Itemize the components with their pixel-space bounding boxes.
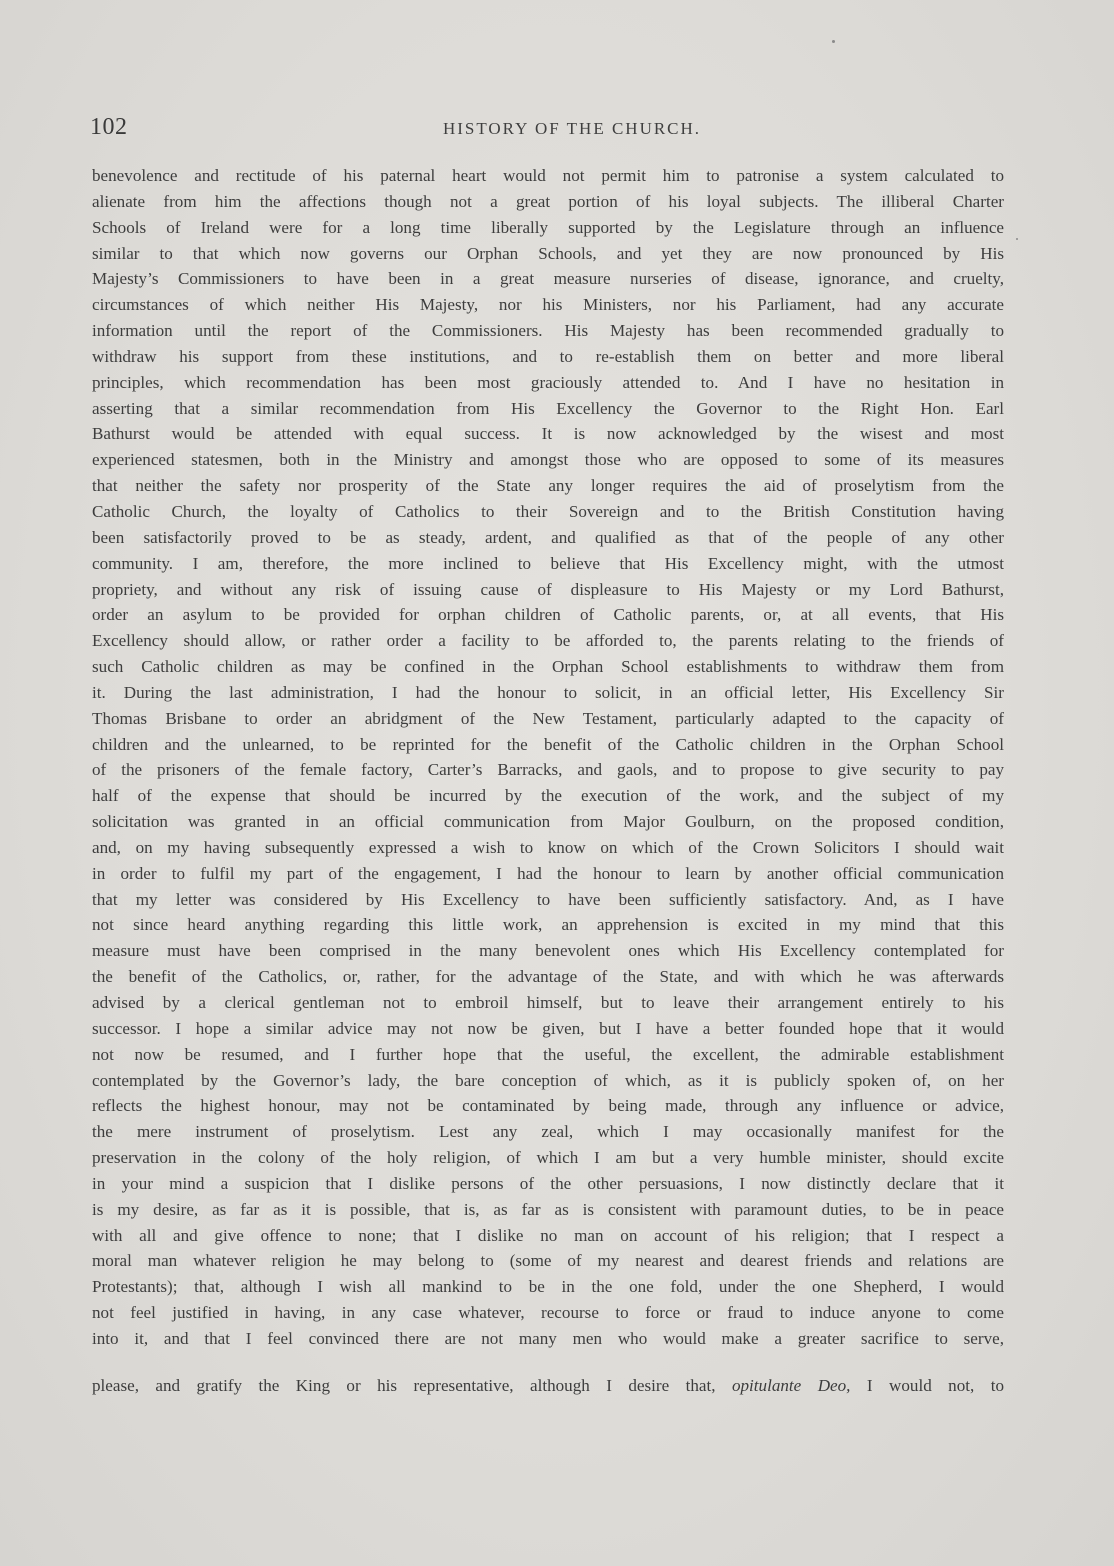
text-line: experienced statesmen, both in the Ministry and amongst those who are opposed to some of its measures [92,450,1004,470]
text-line: the benefit of the Catholics, or, rather, for the advantage of the State, and with which he was afterwards [92,967,1004,987]
text-line: Protestants); that, although I wish all mankind to be in the one fold, under the one Shepherd, I would [92,1277,1004,1297]
text-line: successor. I hope a similar advice may not now be given, but I have a better founded hope that it would [92,1018,1004,1038]
text-line: reflects the highest honour, may not be contaminated by being made, through any influence or advice, [92,1096,1004,1116]
body-text [92,163,1004,1352]
text-line: not feel justified in having, in any case whatever, recourse to force or fraud to induce anyone to come [92,1303,1004,1323]
text-line: Majesty’s Commissioners to have been in a great measure nurseries of disease, ignorance, and cruelty, [92,269,1004,289]
paper-speck [1016,238,1018,240]
final-line-before: please, and gratify the King or his representative, although I desire that, [92,1376,716,1395]
final-line-italic: opitulante Deo, [731,1376,851,1395]
paper-speck [832,40,835,43]
text-line: asserting that a similar recommendation from His Excellency the Governor to the Right Hon. Earl [92,398,1004,418]
text-line: in your mind a suspicion that I dislike persons of the other persuasions, I now distinctly declare that it [92,1173,1004,1193]
text-line: principles, which recommendation has been most graciously attended to. And I have no hesitation in [92,372,1004,392]
text-line: contemplated by the Governor’s lady, the bare conception of which, as it is publicly spoken of, on her [92,1070,1004,1090]
text-line: into it, and that I feel convinced there are not many men who would make a greater sacrifice to serve, [92,1328,1004,1348]
text-line: that neither the safety nor prosperity of the State any longer requires the aid of proselytism from the [92,476,1004,496]
text-line: the mere instrument of proselytism. Lest any zeal, which I may occasionally manifest for the [92,1122,1004,1142]
text-line: it. During the last administration, I had the honour to solicit, in an official letter, His Excellency Sir [92,682,1004,702]
text-line: Thomas Brisbane to order an abridgment of the New Testament, particularly adapted to the capacity of [92,708,1004,728]
final-line-after: I would not, to [866,1376,1004,1395]
text-line: in order to fulfil my part of the engagement, I had the honour to learn by another official communication [92,863,1004,883]
text-line: similar to that which now governs our Orphan Schools, and yet they are now pronounced by His [92,243,1004,263]
text-line: and, on my having subsequently expressed a wish to know on which of the Crown Solicitors I should wait [92,837,1004,857]
text-line: solicitation was granted in an official communication from Major Goulburn, on the proposed condition, [92,812,1004,832]
text-line: such Catholic children as may be confined in the Orphan School establishments to withdraw them from [92,657,1004,677]
running-title: HISTORY OF THE CHURCH. [442,119,702,138]
text-line: community. I am, therefore, the more inclined to believe that His Excellency might, with the utmost [92,553,1004,573]
text-line: Bathurst would be attended with equal success. It is now acknowledged by the wisest and most [92,424,1004,444]
text-line: measure must have been comprised in the many benevolent ones which His Excellency contemplated for [92,941,1004,961]
text-line: circumstances of which neither His Majesty, nor his Ministers, nor his Parliament, had any accurate [92,295,1004,315]
text-line: that my letter was considered by His Excellency to have been sufficiently satisfactory. And, as I have [92,889,1004,909]
text-line: alienate from him the affections though not a great portion of his loyal subjects. The illiberal Charter [92,191,1004,211]
text-line: order an asylum to be provided for orphan children of Catholic parents, or, at all events, that His [92,605,1004,625]
text-line: of the prisoners of the female factory, Carter’s Barracks, and gaols, and to propose to give security to pay [92,760,1004,780]
text-line: benevolence and rectitude of his paternal heart would not permit him to patronise a system calculated to [92,166,1004,185]
text-line: withdraw his support from these institutions, and to re-establish them on better and more liberal [92,346,1004,366]
text-line: not since heard anything regarding this little work, an apprehension is excited in my mind that this [92,915,1004,935]
text-line: children and the unlearned, to be reprinted for the benefit of the Catholic children in the Orphan School [92,734,1004,754]
text-line: information until the report of the Commissioners. His Majesty has been recommended gradually to [92,321,1004,341]
page-number: 102 [90,114,128,140]
text-line: Schools of Ireland were for a long time liberally supported by the Legislature through an influence [92,217,1004,237]
text-line: Excellency should allow, or rather order a facility to be afforded to, the parents relating to the friends of [92,631,1004,651]
text-line: moral man whatever religion he may belong to (some of my nearest and dearest friends and relations are [92,1251,1004,1271]
text-line: preservation in the colony of the holy religion, of which I am but a very humble minister, should excite [92,1148,1004,1168]
text-line: Catholic Church, the loyalty of Catholics to their Sovereign and to the British Constitution having [92,501,1004,521]
text-line-final [92,1376,1004,1402]
text-line: half of the expense that should be incurred by the execution of the work, and the subject of my [92,786,1004,806]
text-line: with all and give offence to none; that I dislike no man on account of his religion; that I respect a [92,1225,1004,1245]
text-line: advised by a clerical gentleman not to embroil himself, but to leave their arrangement entirely to his [92,993,1004,1012]
text-line: been satisfactorily proved to be as steady, ardent, and qualified as that of the people of any other [92,527,1004,547]
text-line: propriety, and without any risk of issuing cause of displeasure to His Majesty or my Lord Bathurst, [92,579,1004,599]
text-line: is my desire, as far as it is possible, that is, as far as is consistent with paramount duties, to be in peace [92,1199,1004,1219]
text-line: not now be resumed, and I further hope that the useful, the excellent, the admirable establishment [92,1044,1004,1064]
